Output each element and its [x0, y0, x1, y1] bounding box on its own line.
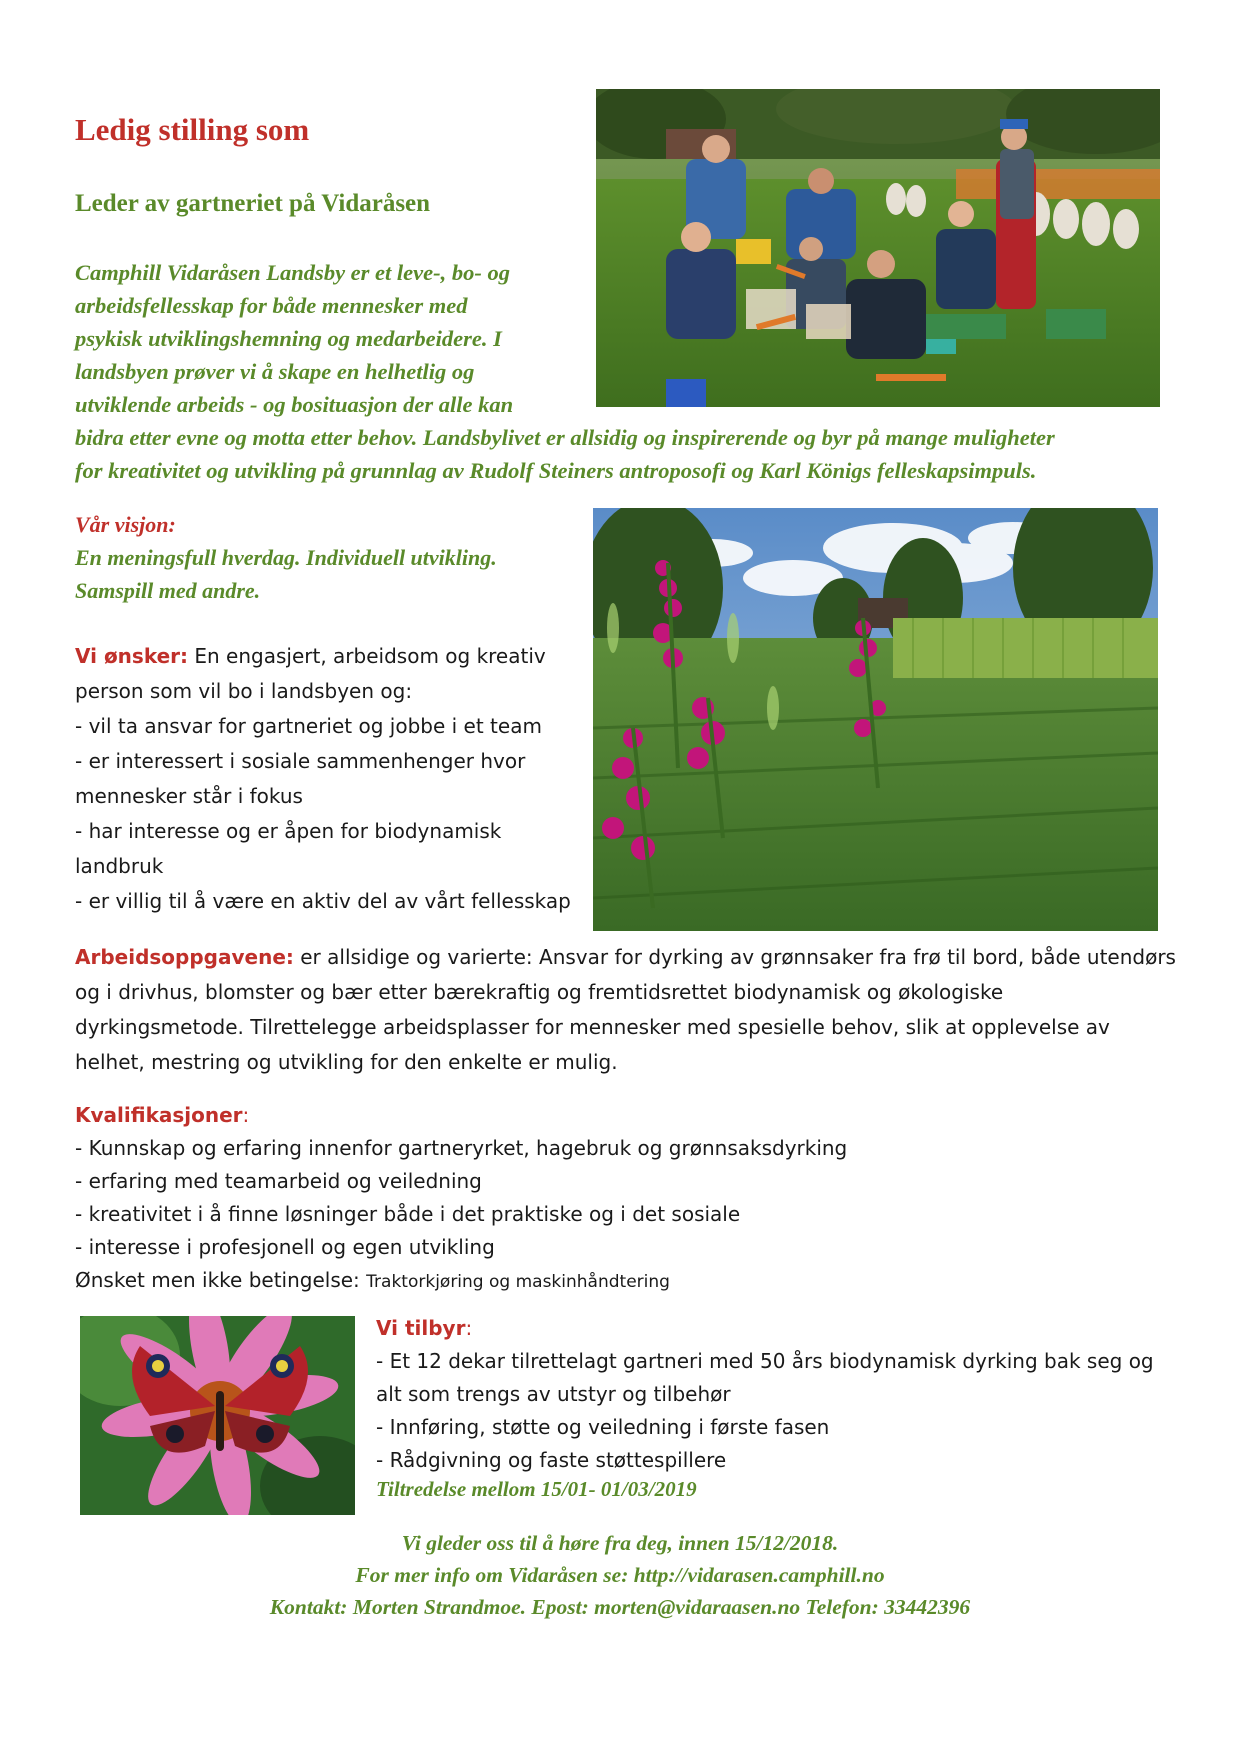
- wish-line: mennesker står i fokus: [75, 784, 303, 808]
- qualification-item: - kreativitet i å finne løsninger både i det praktiske og i det sosiale: [75, 1202, 741, 1226]
- intro-line: arbeidsfellesskap for både mennesker med: [75, 293, 468, 318]
- tasks-first-line-text: er allsidige og varierte: Ansvar for dyrking av grønnsaker fra frø til bord, både utendørs: [293, 945, 1176, 969]
- closing-line-website: For mer info om Vidaråsen se: http://vidarasen.camphill.no: [355, 1563, 885, 1587]
- vision-line: Samspill med andre.: [75, 578, 261, 603]
- tasks-section: [75, 940, 1176, 1080]
- tasks-line: og i drivhus, blomster og bær etter bærekraftig og fremtidsrettet biodynamisk og økologiske: [75, 980, 1004, 1004]
- qualification-item: - interesse i profesjonell og egen utvikling: [75, 1235, 495, 1259]
- qualifications-label: Kvalifikasjoner: [75, 1103, 243, 1127]
- desired-value: Traktorkjøring og maskinhåndtering: [366, 1272, 670, 1292]
- flower-field-photo: [593, 508, 1158, 931]
- intro-line: for kreativitet og utvikling på grunnlag av Rudolf Steiners antroposofi og Karl Königs felleskapsimpuls.: [75, 458, 1037, 483]
- intro-line: psykisk utviklingshemning og medarbeidere. I: [75, 326, 502, 351]
- harvest-photo: [596, 89, 1160, 407]
- qualifications-colon: :: [242, 1103, 250, 1127]
- page-title: Ledig stilling som: [75, 112, 310, 147]
- vision-label: Vår visjon:: [75, 512, 176, 537]
- qualifications-heading: [75, 1099, 847, 1132]
- start-date: Tiltredelse mellom 15/01- 01/03/2019: [376, 1477, 697, 1501]
- wish-line: - er interessert i sosiale sammenhenger hvor: [75, 749, 526, 773]
- intro-line: Camphill Vidaråsen Landsby er et leve-, bo- og: [75, 260, 510, 285]
- wish-first-line: [75, 639, 571, 674]
- intro-paragraph-narrow: [75, 256, 595, 421]
- closing-line-contact: Kontakt: Morten Strandmoe. Epost: morten@vidaraasen.no Telefon: 33442396: [269, 1595, 971, 1619]
- offer-colon: :: [465, 1316, 473, 1340]
- vision-line: En meningsfull hverdag. Individuell utvikling.: [75, 545, 497, 570]
- wish-section: [75, 639, 571, 919]
- offer-item: - Innføring, støtte og veiledning i første fasen: [376, 1415, 830, 1439]
- tasks-label: Arbeidsoppgavene:: [75, 945, 294, 969]
- wish-line: person som vil bo i landsbyen og:: [75, 679, 413, 703]
- qualification-item: - Kunnskap og erfaring innenfor gartneryrket, hagebruk og grønnsaksdyrking: [75, 1136, 848, 1160]
- offer-label: Vi tilbyr: [376, 1316, 466, 1340]
- intro-paragraph-wide: [75, 421, 1055, 487]
- tasks-line: helhet, mestring og utvikling for den enkelte er mulig.: [75, 1050, 618, 1074]
- closing-line: Vi gleder oss til å høre fra deg, innen 15/12/2018.: [401, 1531, 839, 1555]
- tasks-line: dyrkingsmetode. Tilrettelegge arbeidsplasser for mennesker med spesielle behov, slik at opplevelse av: [75, 1015, 1110, 1039]
- offer-section: [376, 1312, 1154, 1477]
- closing-section: [0, 1527, 1240, 1623]
- wish-line: - har interesse og er åpen for biodynamisk: [75, 819, 502, 843]
- wish-line: - er villig til å være en aktiv del av vårt fellesskap: [75, 889, 571, 913]
- offer-item: - Rådgivning og faste støttespillere: [376, 1448, 727, 1472]
- intro-line: landsbyen prøver vi å skape en helhetlig og: [75, 359, 475, 384]
- qualifications-section: [75, 1099, 847, 1299]
- qualification-item: - erfaring med teamarbeid og veiledning: [75, 1169, 482, 1193]
- tasks-first-line: [75, 940, 1176, 975]
- wish-line: - vil ta ansvar for gartneriet og jobbe i et team: [75, 714, 542, 738]
- desired-prefix: Ønsket men ikke betingelse:: [75, 1268, 367, 1292]
- offer-item: - Et 12 dekar tilrettelagt gartneri med 50 års biodynamisk dyrking bak seg og: [376, 1349, 1154, 1373]
- vision-section: [75, 508, 497, 607]
- offer-heading: [376, 1312, 1154, 1345]
- offer-item: alt som trengs av utstyr og tilbehør: [376, 1382, 731, 1406]
- wish-label: Vi ønsker:: [75, 644, 189, 668]
- wish-first-line-text: En engasjert, arbeidsom og kreativ: [188, 644, 546, 668]
- butterfly-photo: [80, 1316, 355, 1515]
- wish-line: landbruk: [75, 854, 164, 878]
- page-subtitle: Leder av gartneriet på Vidaråsen: [75, 190, 431, 217]
- intro-line: utviklende arbeids - og bosituasjon der alle kan: [75, 392, 514, 417]
- intro-line: bidra etter evne og motta etter behov. Landsbylivet er allsidig og inspirerende og byr på mange muligheter: [75, 425, 1055, 450]
- qualification-desired: [75, 1264, 847, 1299]
